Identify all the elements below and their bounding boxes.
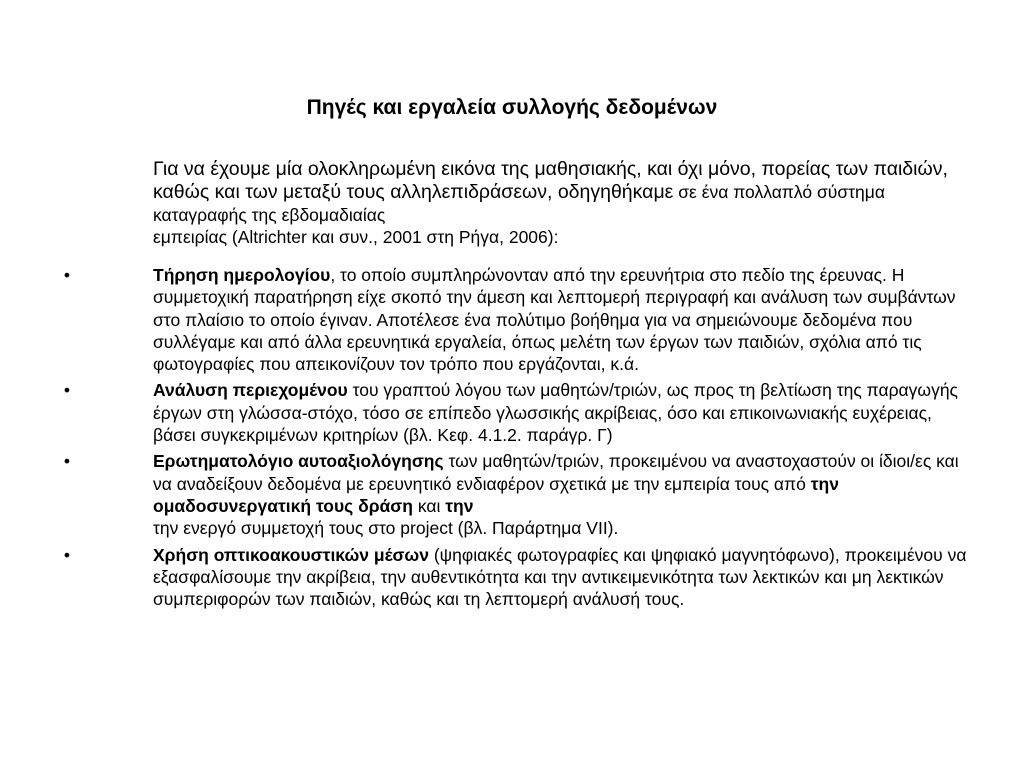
- intro-text-small: σε ένα πολλαπλό σύστημα καταγραφής της εβδομαδιαίας: [153, 182, 885, 225]
- bullet-text: του γραπτού λόγου των μαθητών/τριών, ως προς τη βελτίωση της παραγωγής έργων στη γλώσσα-στόχο, τόσο σε επίπεδο γλωσσικής ακρίβειας, όσο και επικοινωνιακής ευχέρειας, βάσει συγκεκριμένων κριτηρίων (βλ. Κεφ. 4.1.2. παράγρ. Γ): [153, 380, 958, 446]
- bullet-list: [0, 264, 1024, 614]
- bullet-emphasis: την: [445, 495, 474, 516]
- bullet-icon: •: [63, 265, 71, 285]
- intro-text: Για να έχουμε μία ολοκληρωμένη εικόνα της μαθησιακής, και όχι μόνο, πορείας των παιδιών, καθώς και των μεταξύ τους αλληλεπιδράσεων, οδηγηθήκαμε: [153, 158, 948, 203]
- bullet-text: , το οποίο συμπληρώνονταν από την ερευνήτρια στο πεδίο της έρευνας. Η συμμετοχική παρατήρηση είχε σκοπό την άμεση και λεπτομερή περιγραφή και ανάλυση των συμβάντων στο πλαίσιο το οποίο έγιναν. Αποτέλεσε ένα πολύτιμο βοήθημα για να σημειώνουμε δεδομένα που συλλέγαμε και από άλλα ερευνητικά εργαλεία, όπως μελέτη των έργων των παιδιών, σχόλια από τις φωτογραφίες που απεικονίζουν τον τρόπο που εργάζονται, κ.ά.: [153, 265, 956, 375]
- bullet-text: των μαθητών/τριών, προκειμένου να αναστοχαστούν οι ίδιοι/ες και να αναδείξουν δεδομένα με ερευνητικό ενδιαφέρον σχετικά με την εμπειρία τους από: [153, 451, 959, 494]
- list-item: [0, 379, 968, 446]
- intro-citation: εμπειρίας (Altrichter και συν., 2001 στη Ρήγα, 2006):: [153, 227, 559, 247]
- list-item: [0, 264, 968, 375]
- bullet-heading: Ανάλυση περιεχομένου: [153, 380, 348, 401]
- bullet-icon: •: [63, 544, 71, 565]
- bullet-heading: Χρήση οπτικοακουστικών μέσων: [153, 544, 429, 565]
- bullet-text: (ψηφιακές φωτογραφίες και ψηφιακό μαγνητόφωνο), προκειμένου να εξασφαλίσουμε την ακρίβεια, την αυθεντικότητα και την αντικειμενικότητα των λεκτικών και μη λεκτικών συμπεριφορών των παιδιών, καθώς και τη λεπτομερή ανάλυσή τους.: [153, 544, 967, 610]
- bullet-icon: •: [63, 451, 71, 472]
- bullet-icon: •: [63, 380, 71, 401]
- bullet-text: την ενεργό συμμετοχή τους στο project (βλ. Παράρτημα VII).: [153, 518, 619, 539]
- list-item: [0, 450, 968, 539]
- intro-paragraph: [153, 158, 983, 248]
- bullet-text: και: [412, 495, 446, 516]
- slide-title: Πηγές και εργαλεία συλλογής δεδομένων: [306, 96, 718, 119]
- bullet-heading: Ερωτηματολόγιο αυτοαξιολόγησης: [153, 451, 444, 472]
- list-item: [0, 544, 968, 611]
- bullet-emphasis: την ομαδοσυνεργατική τους δράση: [153, 473, 839, 516]
- bullet-heading: Τήρηση ημερολογίου: [153, 265, 331, 285]
